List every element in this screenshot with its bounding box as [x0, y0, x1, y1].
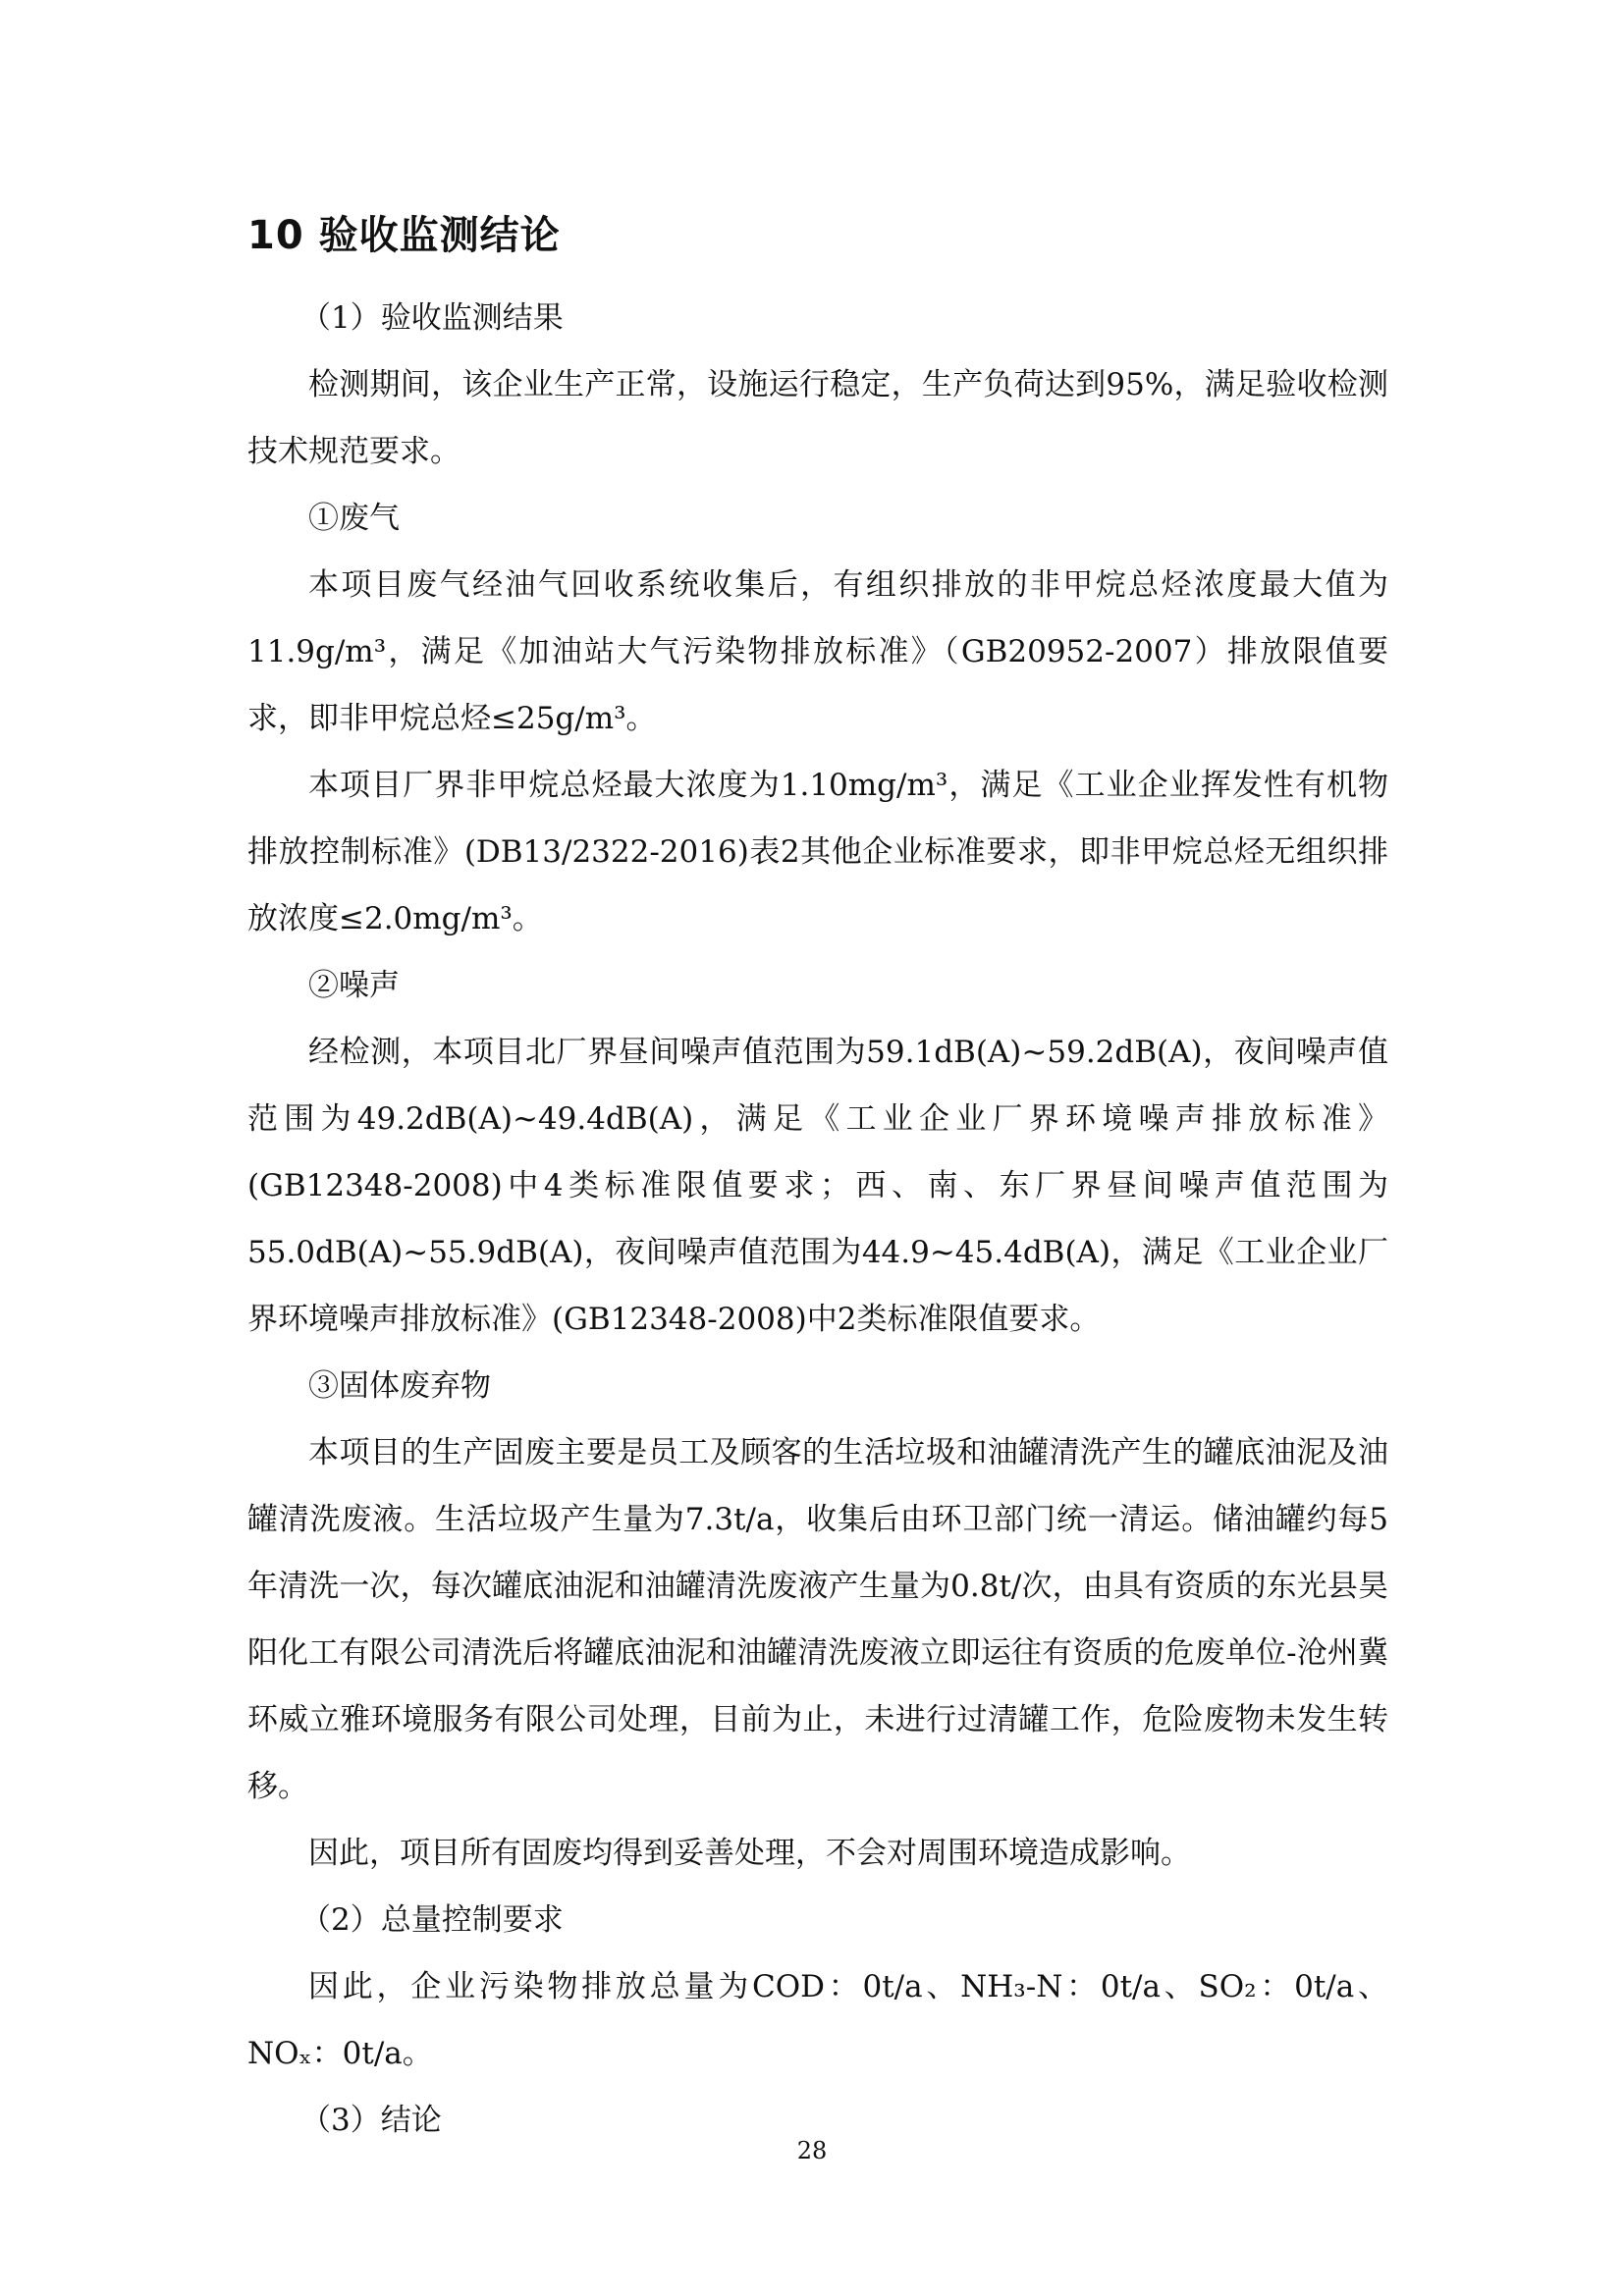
noise-paragraph: 经检测，本项目北厂界昼间噪声值范围为59.1dB(A)~59.2dB(A)，夜间噪声值范围为49.2dB(A)~49.4dB(A)，满足《工业企业厂界环境噪声排放标准》(GB12348-2008)中4类标准限值要求；西、南、东厂界昼间噪声值范围为55.0dB(A)~55.9dB(A)，夜间噪声值范围为44.9~45.4dB(A)，满足《工业企业厂界环境噪声排放标准》(GB12348-2008)中2类标准限值要求。	[247, 1035, 1388, 1337]
section1-intro: 检测期间，该企业生产正常，设施运行稳定，生产负荷达到95%，满足验收检测技术规范要求。	[247, 367, 1388, 469]
page-number: 28	[796, 2137, 828, 2164]
document-page	[247, 206, 1388, 2154]
section2-title: （2）总量控制要求	[300, 1902, 564, 1938]
chapter-heading: 10 验收监测结论	[247, 213, 561, 258]
noise-title: ②噪声	[308, 968, 400, 1003]
section1-title: （1）验收监测结果	[300, 300, 564, 336]
gas-paragraph-1: 本项目废气经油气回收系统收集后，有组织排放的非甲烷总烃浓度最大值为11.9g/m³，满足《加油站大气污染物排放标准》（GB20952-2007）排放限值要求，即非甲烷总烃≤25g/m³。	[247, 567, 1388, 736]
gas-paragraph-2: 本项目厂界非甲烷总烃最大浓度为1.10mg/m³，满足《工业企业挥发性有机物排放控制标准》(DB13/2322-2016)表2其他企业标准要求，即非甲烷总烃无组织排放浓度≤2.0mg/m³。	[247, 768, 1388, 936]
solid-waste-paragraph-1: 本项目的生产固废主要是员工及顾客的生活垃圾和油罐清洗产生的罐底油泥及油罐清洗废液。生活垃圾产生量为7.3t/a，收集后由环卫部门统一清运。储油罐约每5年清洗一次，每次罐底油泥和油罐清洗废液产生量为0.8t/次，由具有资质的东光县昊阳化工有限公司清洗后将罐底油泥和油罐清洗废液立即运往有资质的危废单位-沧州冀环威立雅环境服务有限公司处理，目前为止，未进行过清罐工作，危险废物未发生转移。	[247, 1435, 1388, 1804]
solid-waste-paragraph-2: 因此，项目所有固废均得到妥善处理，不会对周围环境造成影响。	[308, 1836, 1191, 1871]
section2-paragraph: 因此，企业污染物排放总量为COD：0t/a、NH₃-N：0t/a、SO₂：0t/a、NOₓ：0t/a。	[247, 1969, 1388, 2071]
section3-title: （3）结论	[300, 2103, 442, 2138]
solid-waste-title: ③固体废弃物	[308, 1368, 491, 1404]
gas-title: ①废气	[308, 501, 400, 536]
